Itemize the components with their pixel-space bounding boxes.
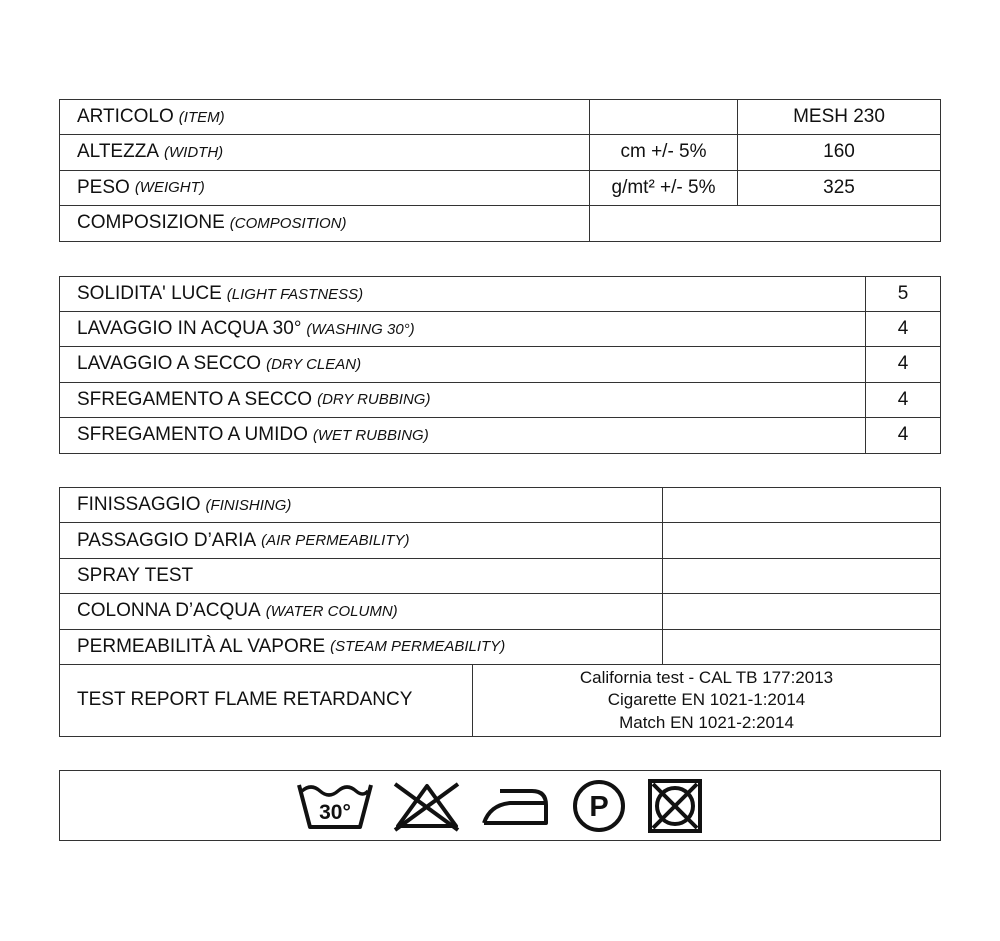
weight-unit-cell: [589, 171, 737, 205]
wet-rubbing-label: SFREGAMENTO A UMIDO: [77, 424, 308, 446]
table-row: [60, 347, 940, 382]
table-row: [60, 630, 940, 665]
width-label: ALTEZZA: [77, 141, 159, 163]
composition-label-cell: [60, 206, 589, 241]
steam-permeability-value-cell: [662, 630, 940, 664]
light-fastness-value: 5: [897, 283, 909, 305]
steam-permeability-label-en: (STEAM PERMEABILITY): [330, 638, 506, 656]
spray-test-label-cell: [60, 559, 662, 593]
composition-label-en: (COMPOSITION): [229, 214, 347, 232]
dry-clean-label: LAVAGGIO A SECCO: [77, 353, 262, 375]
dry-rubbing-label-en: (DRY RUBBING): [317, 391, 431, 409]
specs-table: [59, 99, 941, 242]
dry-clean-p-icon: [570, 779, 628, 833]
weight-unit: g/mt² +/- 5%: [611, 176, 716, 198]
weight-value-cell: [737, 171, 940, 205]
air-permeability-value-cell: [662, 523, 940, 557]
wet-rubbing-value-cell: [865, 418, 940, 453]
width-unit-cell: [589, 135, 737, 169]
table-row: [60, 277, 940, 312]
item-value-cell: [737, 100, 940, 134]
weight-label-cell: [60, 171, 589, 205]
item-label-en: (ITEM): [178, 108, 225, 126]
width-value: 160: [823, 141, 855, 163]
item-label: ARTICOLO: [77, 106, 174, 128]
flame-label-cell: [60, 665, 472, 736]
water-column-label: COLONNA D’ACQUA: [77, 600, 261, 622]
composition-value-cell: [589, 206, 940, 241]
composition-label: COMPOSIZIONE: [77, 212, 225, 234]
spray-test-value-cell: [662, 559, 940, 593]
water-column-value-cell: [662, 594, 940, 628]
flame-test-match: Match EN 1021-2:2014: [619, 712, 794, 732]
care-symbols: [59, 770, 941, 841]
specs-row-composition: [60, 206, 940, 241]
table-row: [60, 559, 940, 594]
flame-label: TEST REPORT FLAME RETARDANCY: [77, 689, 413, 711]
width-label-cell: [60, 135, 589, 169]
dry-rubbing-label-cell: [60, 383, 865, 417]
table-row: [60, 418, 940, 453]
item-value: MESH 230: [793, 106, 885, 128]
finishing-label-cell: [60, 488, 662, 522]
washing-label-cell: [60, 312, 865, 346]
item-label-cell: [60, 100, 589, 134]
flame-retardancy-row: [60, 665, 940, 736]
item-unit-cell: [589, 100, 737, 134]
specs-row-weight: [60, 171, 940, 206]
flame-test-cigarette: Cigarette EN 1021-1:2014: [607, 690, 806, 710]
wash-30-icon: [296, 779, 374, 833]
washing-label: LAVAGGIO IN ACQUA 30°: [77, 318, 302, 340]
spray-test-label: SPRAY TEST: [77, 564, 194, 586]
finishing-label: FINISSAGGIO: [77, 494, 201, 516]
light-fastness-label: SOLIDITA' LUCE: [77, 283, 222, 305]
width-label-en: (WIDTH): [164, 143, 224, 161]
dry-rubbing-value-cell: [865, 383, 940, 417]
air-permeability-label: PASSAGGIO D’ARIA: [77, 529, 257, 551]
table-row: [60, 523, 940, 558]
finishing-value-cell: [662, 488, 940, 522]
specs-row-item: [60, 100, 940, 135]
flame-tests-cell: [472, 665, 940, 736]
light-fastness-value-cell: [865, 277, 940, 311]
air-permeability-label-en: (AIR PERMEABILITY): [261, 532, 410, 550]
wash-temp-text: 30°: [319, 800, 351, 824]
water-column-label-cell: [60, 594, 662, 628]
washing-value: 4: [897, 318, 909, 340]
table-row: [60, 312, 940, 347]
width-value-cell: [737, 135, 940, 169]
steam-permeability-label-cell: [60, 630, 662, 664]
no-tumble-dry-icon: [646, 777, 704, 835]
washing-label-en: (WASHING 30°): [306, 320, 415, 338]
width-unit: cm +/- 5%: [620, 141, 707, 163]
weight-label: PESO: [77, 176, 130, 198]
air-permeability-label-cell: [60, 523, 662, 557]
water-column-label-en: (WATER COLUMN): [265, 602, 398, 620]
flame-test-california: California test - CAL TB 177:2013: [579, 667, 834, 687]
steam-permeability-label: PERMEABILITÀ AL VAPORE: [77, 635, 326, 657]
weight-label-en: (WEIGHT): [134, 179, 205, 197]
dry-clean-label-cell: [60, 347, 865, 381]
no-bleach-icon: [392, 779, 462, 833]
fastness-table: [59, 276, 941, 454]
dry-clean-letter: P: [589, 790, 609, 823]
table-row: [60, 594, 940, 629]
finishing-label-en: (FINISHING): [205, 496, 292, 514]
weight-value: 325: [823, 176, 855, 198]
dry-clean-label-en: (DRY CLEAN): [266, 355, 362, 373]
dry-clean-value: 4: [897, 353, 909, 375]
table-row: [60, 383, 940, 418]
iron-icon: [480, 779, 552, 833]
dry-clean-value-cell: [865, 347, 940, 381]
specs-row-width: [60, 135, 940, 170]
wet-rubbing-label-cell: [60, 418, 865, 453]
dry-rubbing-value: 4: [897, 388, 909, 410]
table-row: [60, 488, 940, 523]
wet-rubbing-value: 4: [897, 424, 909, 446]
washing-value-cell: [865, 312, 940, 346]
wet-rubbing-label-en: (WET RUBBING): [312, 426, 429, 444]
performance-table: [59, 487, 941, 737]
light-fastness-label-en: (LIGHT FASTNESS): [226, 285, 364, 303]
dry-rubbing-label: SFREGAMENTO A SECCO: [77, 388, 313, 410]
light-fastness-label-cell: [60, 277, 865, 311]
